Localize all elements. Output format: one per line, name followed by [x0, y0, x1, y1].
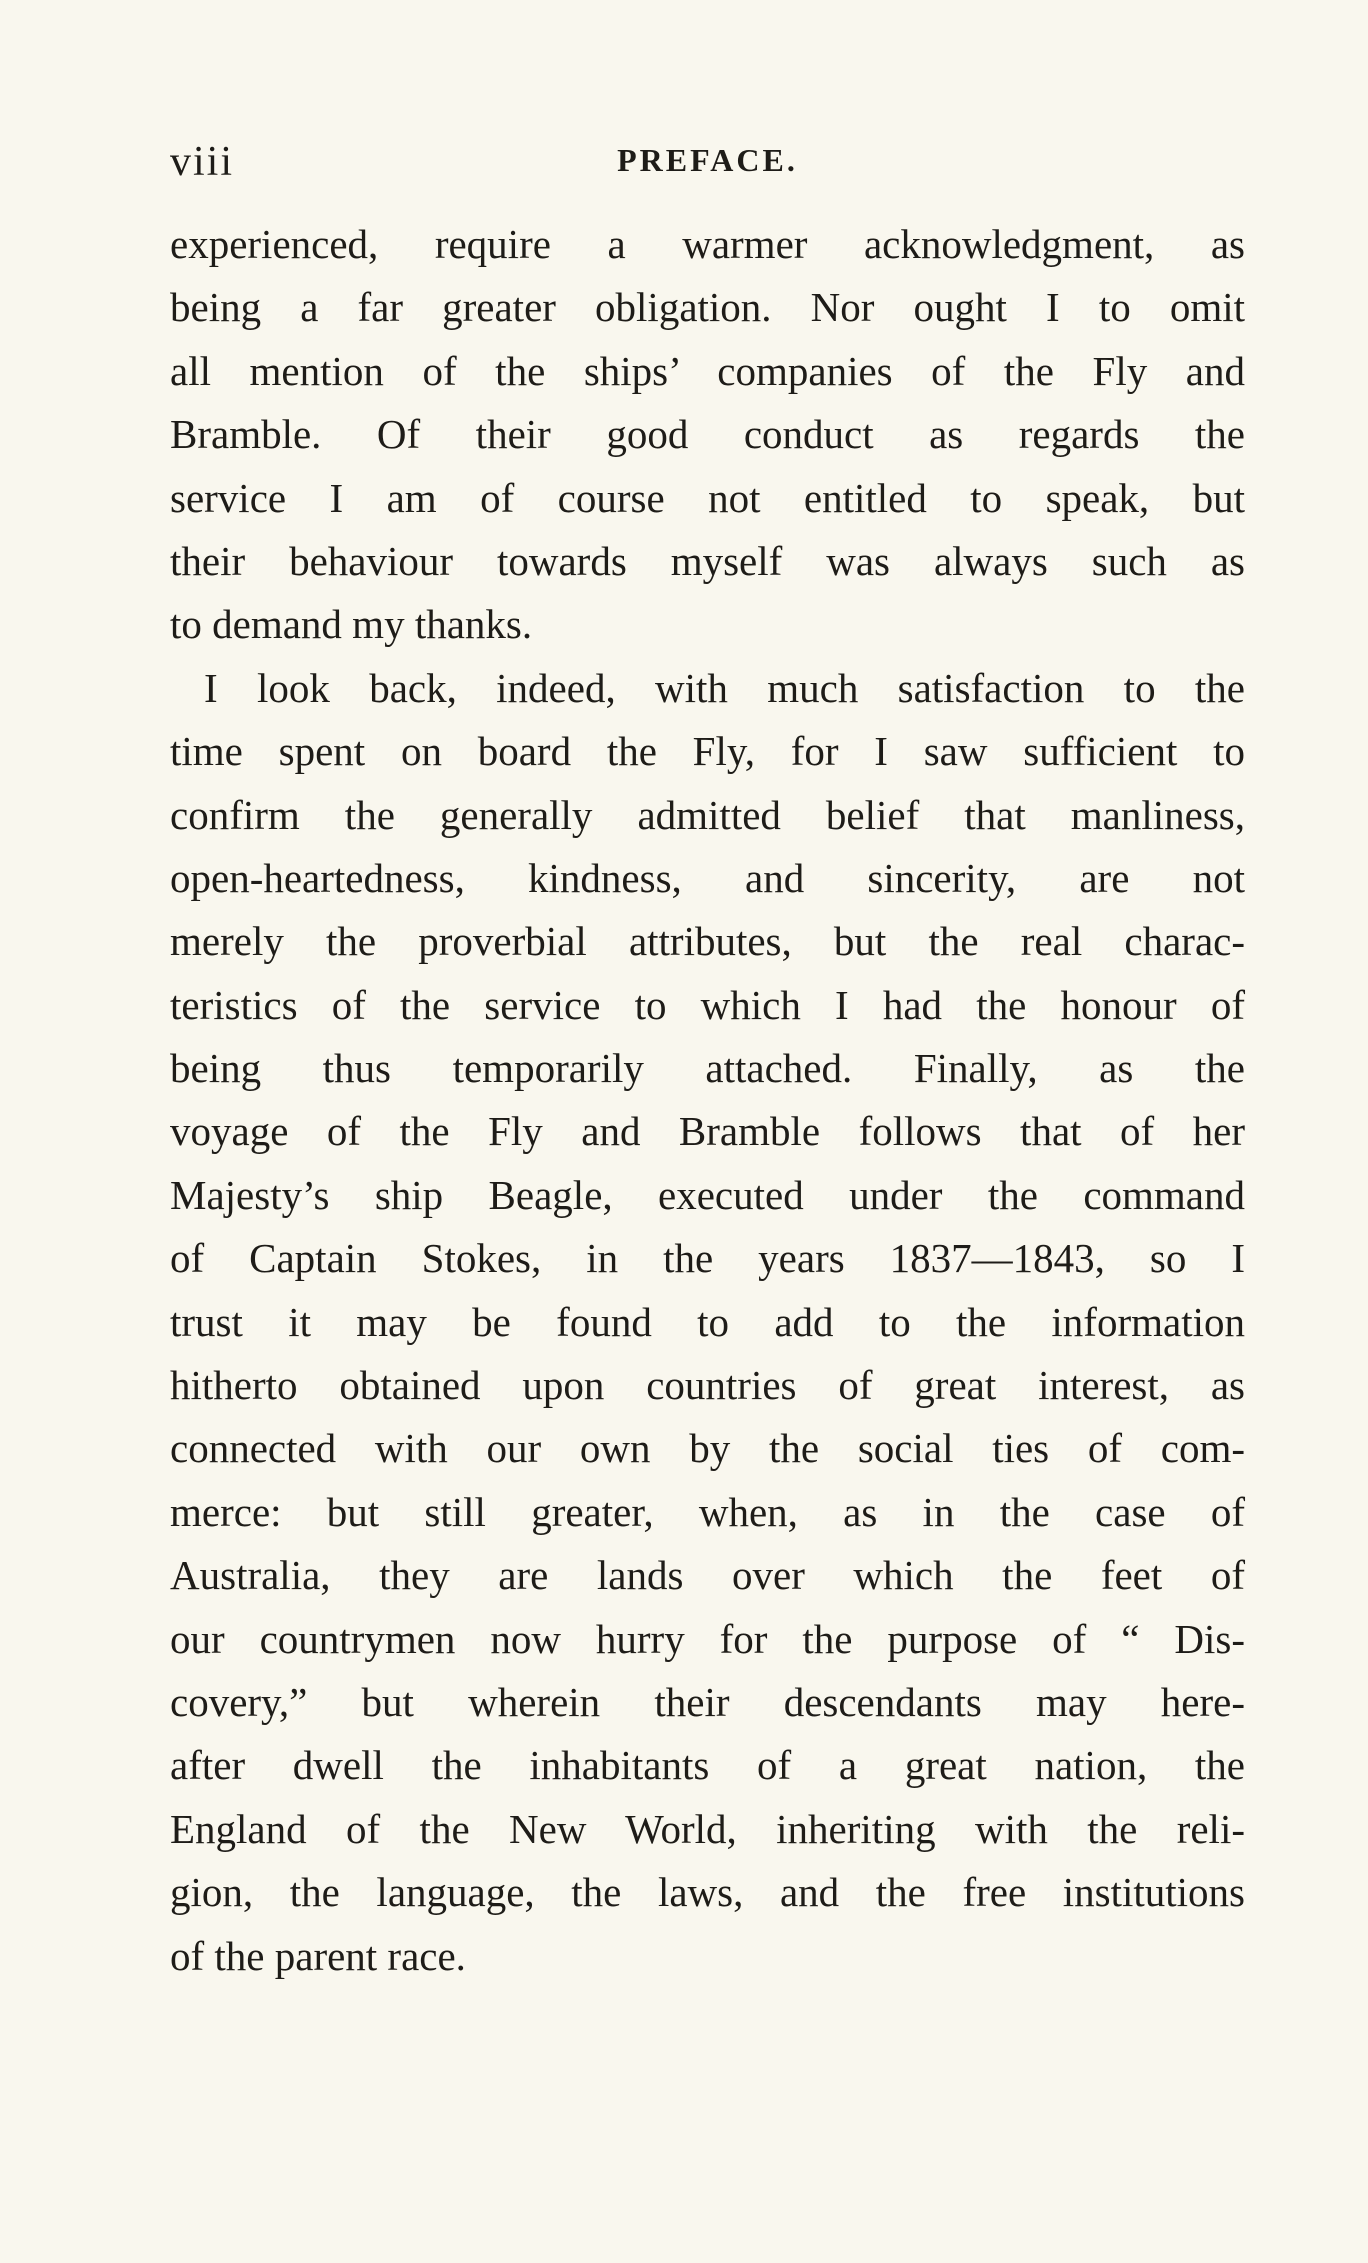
preface-body-text [170, 213, 1245, 1988]
text-line: teristics of the service to which I had the honour of [170, 981, 1245, 1028]
text-line: I look back, indeed, with much satisfaction to the [204, 664, 1245, 711]
running-head: PREFACE. [617, 142, 798, 178]
text-line: trust it may be found to add to the information [170, 1298, 1245, 1345]
text-line: merce: but still greater, when, as in the case of [170, 1488, 1245, 1535]
text-line: service I am of course not entitled to speak, but [170, 474, 1245, 521]
text-line: connected with our own by the social ties of com- [170, 1425, 1245, 1472]
text-line: after dwell the inhabitants of a great nation, the [170, 1742, 1245, 1789]
text-line: confirm the generally admitted belief that manliness, [170, 791, 1245, 838]
page-number: viii [170, 139, 235, 185]
text-line: being thus temporarily attached. Finally, as the [170, 1045, 1245, 1092]
text-line: England of the New World, inheriting with the reli- [170, 1805, 1245, 1852]
text-line: covery,” but wherein their descendants may here- [170, 1678, 1245, 1725]
page-header [170, 138, 1245, 188]
text-line: of Captain Stokes, in the years 1837—1843, so I [170, 1235, 1245, 1282]
text-line: of the parent race. [170, 1932, 466, 1979]
text-line: experienced, require a warmer acknowledgment, as [170, 221, 1245, 267]
text-line: to demand my thanks. [170, 601, 533, 648]
text-line: time spent on board the Fly, for I saw sufficient to [170, 728, 1245, 775]
text-line: Majesty’s ship Beagle, executed under the command [170, 1171, 1245, 1218]
text-line: our countrymen now hurry for the purpose of “ Dis- [170, 1615, 1245, 1662]
text-line: hitherto obtained upon countries of great interest, as [170, 1362, 1245, 1409]
text-line: voyage of the Fly and Bramble follows that of her [170, 1108, 1245, 1155]
text-line: gion, the language, the laws, and the free institutions [170, 1869, 1245, 1916]
text-line: their behaviour towards myself was always such as [170, 537, 1245, 584]
text-line: being a far greater obligation. Nor ought I to omit [170, 284, 1245, 331]
text-line: Bramble. Of their good conduct as regards the [170, 411, 1245, 458]
text-line: Australia, they are lands over which the feet of [170, 1552, 1245, 1599]
text-line: merely the proverbial attributes, but the real charac- [170, 918, 1245, 965]
text-line: open-heartedness, kindness, and sincerity, are not [170, 854, 1245, 901]
text-line: all mention of the ships’ companies of the Fly and [170, 347, 1245, 394]
